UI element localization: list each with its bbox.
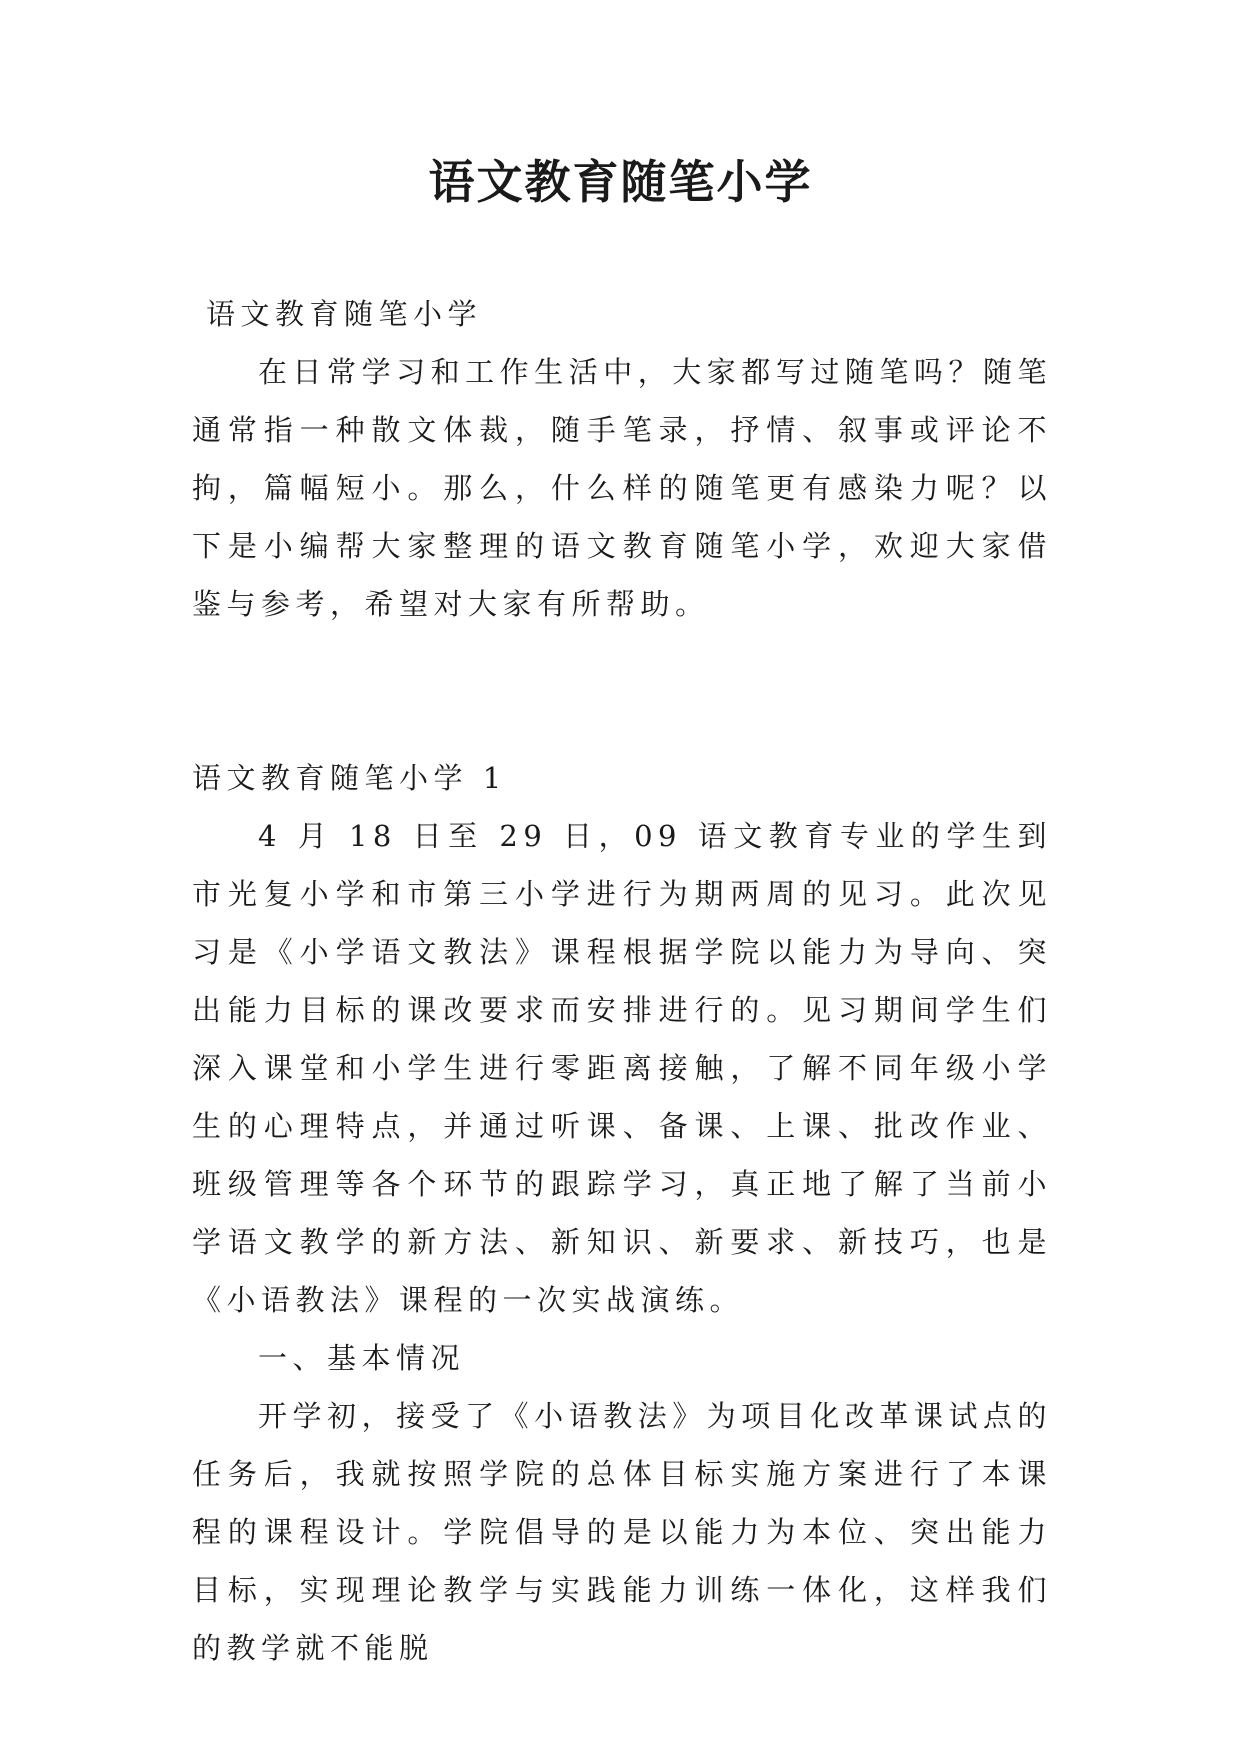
document-body [192, 285, 1052, 1677]
section-spacer [192, 633, 1052, 749]
subsection-heading: 一、基本情况 [258, 1341, 466, 1375]
document-subtitle: 语文教育随笔小学 [206, 297, 483, 331]
body-paragraph-1: 4 月 18 日至 29 日，09 语文教育专业的学生到市光复小学和市第三小学进行为期两周的见习。此次见习是《小学语文教法》课程根据学院以能力为导向、突出能力目标的课改要求而安排进行的。见习期间学生们深入课堂和小学生进行零距离接触，了解不同年级小学生的心理特点，并通过听课、备课、上课、批改作业、班级管理等各个环节的跟踪学习，真正地了解了当前小学语文教学的新方法、新知识、新要求、新技巧，也是《小语教法》课程的一次实战演练。 [192, 819, 1052, 1317]
section-heading: 语文教育随笔小学 1 [192, 761, 507, 795]
document-title: 语文教育随笔小学 [428, 155, 813, 209]
body-paragraph-2: 开学初，接受了《小语教法》为项目化改革课试点的任务后，我就按照学院的总体目标实施方案进行了本课程的课程设计。学院倡导的是以能力为本位、突出能力目标，实现理论教学与实践能力训练一体化，这样我们的教学就不能脱 [192, 1399, 1052, 1665]
intro-paragraph: 在日常学习和工作生活中，大家都写过随笔吗？随笔通常指一种散文体裁，随手笔录，抒情、叙事或评论不拘，篇幅短小。那么，什么样的随笔更有感染力呢？以下是小编帮大家整理的语文教育随笔小学，欢迎大家借鉴与参考，希望对大家有所帮助。 [192, 355, 1052, 621]
